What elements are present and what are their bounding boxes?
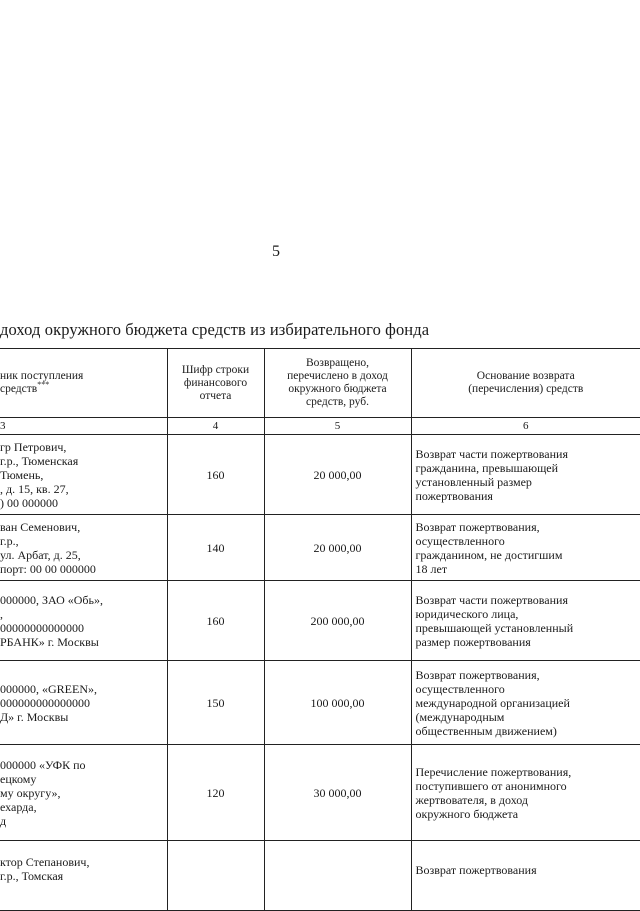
- header-source: [0, 349, 167, 418]
- report-code-cell: 120: [167, 745, 264, 841]
- reason-cell: Возврат пожертвования, осуществленного гражданином, не достигшим 18 лет: [411, 515, 640, 581]
- source-cell: гр Петрович, г.р., Тюменская Тюмень, , д. 15, кв. 27, ) 00 000000: [0, 435, 167, 515]
- reason-cell: Возврат части пожертвования юридического лица, превышающей установленный размер пожертвования: [411, 581, 640, 661]
- table-header-row: [0, 349, 640, 418]
- report-code-cell: 160: [167, 581, 264, 661]
- source-cell: 000000, ЗАО «Обь», , 00000000000000 РБАНК» г. Москвы: [0, 581, 167, 661]
- report-code-cell: 150: [167, 661, 264, 745]
- report-code-cell: [167, 841, 264, 911]
- amount-cell: 30 000,00: [264, 745, 411, 841]
- returns-table: [0, 348, 640, 911]
- table-title: доход окружного бюджета средств из избирательного фонда: [0, 320, 430, 339]
- header-return-reason: Основание возврата (перечисления) средств: [411, 349, 640, 418]
- amount-cell: [264, 841, 411, 911]
- header-returned-amount: Возвращено, перечислено в доход окружного бюджета средств, руб.: [264, 349, 411, 418]
- amount-cell: 100 000,00: [264, 661, 411, 745]
- column-number: 4: [167, 418, 264, 435]
- table-row: [0, 745, 640, 841]
- report-code-cell: 140: [167, 515, 264, 581]
- column-number: 3: [0, 418, 167, 435]
- amount-cell: 20 000,00: [264, 515, 411, 581]
- reason-cell: Возврат пожертвования: [411, 841, 640, 911]
- source-cell: 000000, «GREEN», 000000000000000 Д» г. Москвы: [0, 661, 167, 745]
- table-row: [0, 661, 640, 745]
- column-number-row: [0, 418, 640, 435]
- column-number: 5: [264, 418, 411, 435]
- table-row: [0, 581, 640, 661]
- header-source-line: средств***: [0, 380, 50, 395]
- source-cell: ван Семенович, г.р., ул. Арбат, д. 25, порт: 00 00 000000: [0, 515, 167, 581]
- amount-cell: 200 000,00: [264, 581, 411, 661]
- reason-cell: Перечисление пожертвования, поступившего от анонимного жертвователя, в доход окружного бюджета: [411, 745, 640, 841]
- source-cell: 000000 «УФК по ецкому му округу», ехарда, д: [0, 745, 167, 841]
- reason-cell: Возврат части пожертвования гражданина, превышающей установленный размер пожертвования: [411, 435, 640, 515]
- header-report-code: Шифр строки финансового отчета: [167, 349, 264, 418]
- table-row: [0, 841, 640, 911]
- reason-cell: Возврат пожертвования, осуществленного международной организацией (международным общественным движением): [411, 661, 640, 745]
- source-cell: ктор Степанович, г.р., Томская: [0, 841, 167, 911]
- page-number: 5: [272, 243, 280, 260]
- report-code-cell: 160: [167, 435, 264, 515]
- table-row: [0, 515, 640, 581]
- header-source-line: ник поступления: [0, 370, 84, 382]
- table-row: [0, 435, 640, 515]
- footnote-mark: ***: [37, 380, 50, 390]
- amount-cell: 20 000,00: [264, 435, 411, 515]
- column-number: 6: [411, 418, 640, 435]
